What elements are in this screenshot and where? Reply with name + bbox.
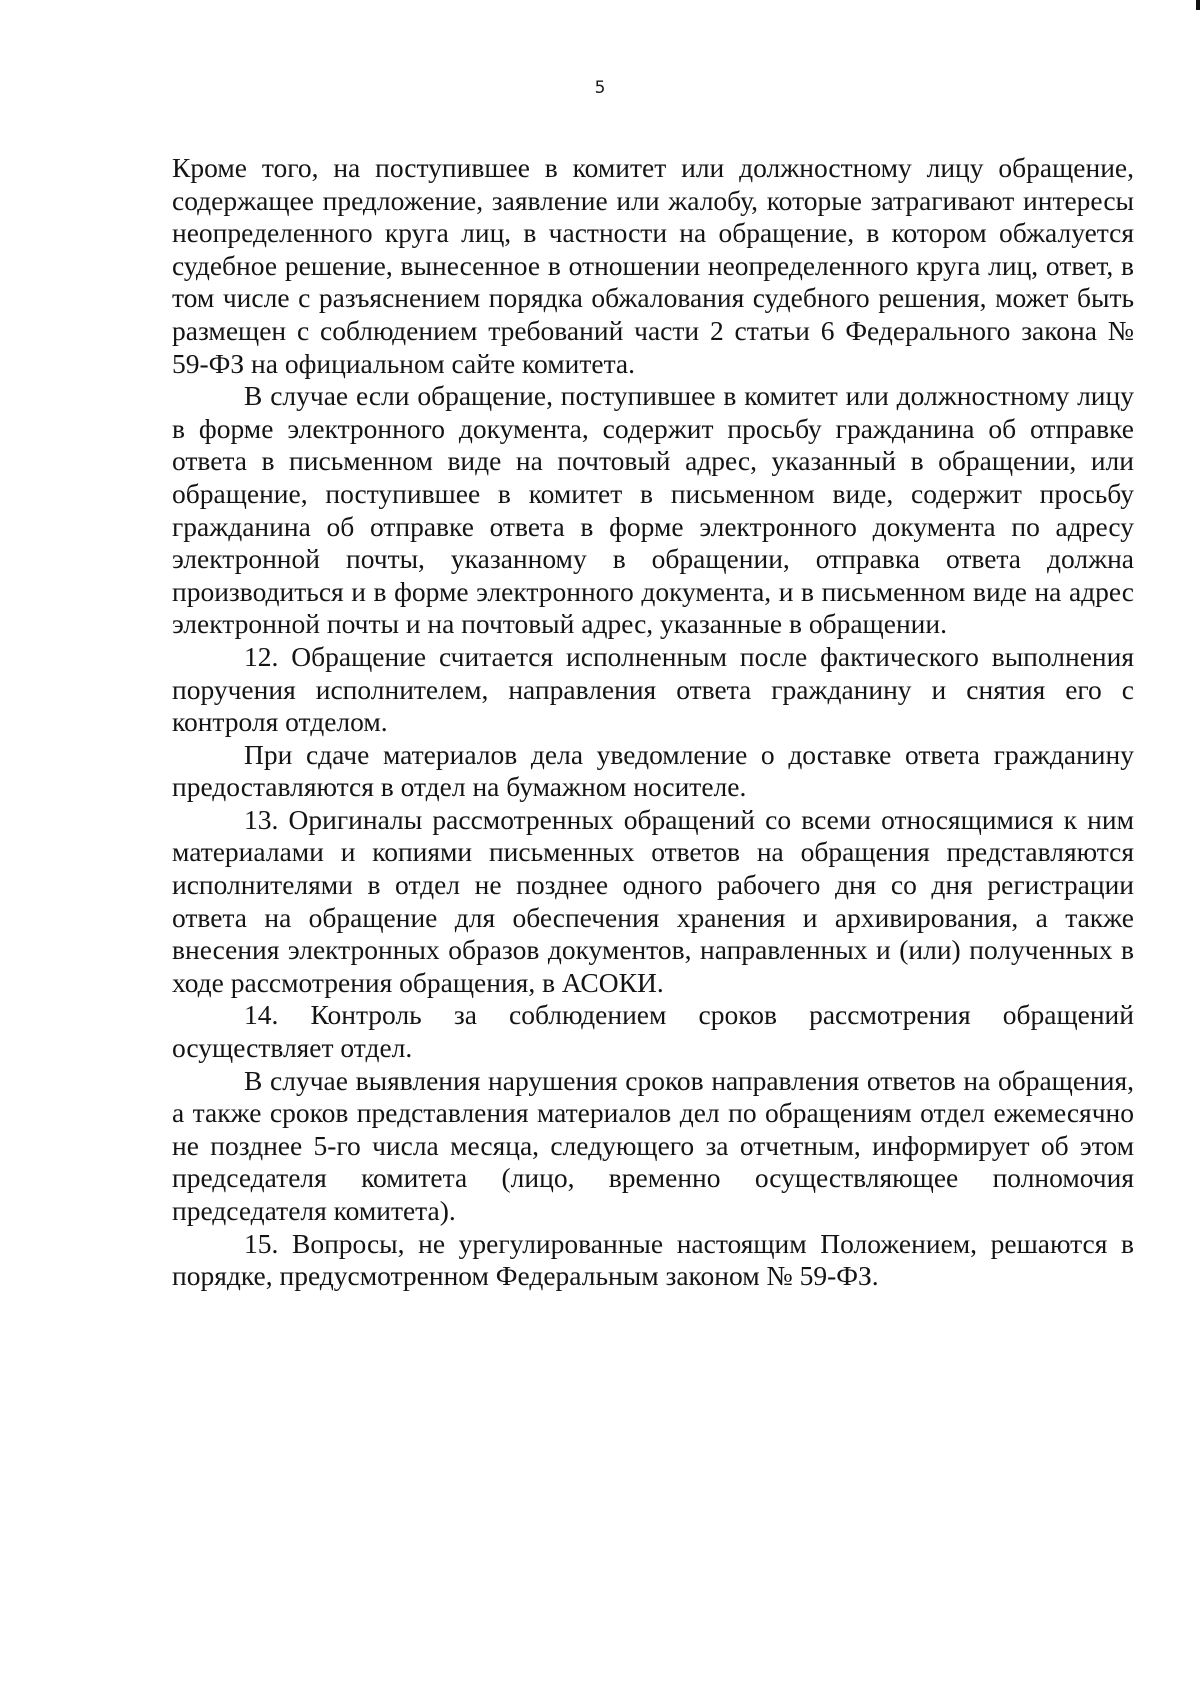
page-number: 5 [594, 78, 606, 98]
document-body [172, 152, 1134, 1293]
scan-edge-mark [1196, 0, 1200, 10]
paragraph-publication-on-site: Кроме того, на поступившее в комитет или должностному лицу обращение, содержащее предложение, заявление или жалобу, которые затрагивают интересы неопределенного круга лиц, в частности на обращение, в котором обжалуется судебное решение, вынесенное в отношении неопределенного круга лиц, ответ, в том числе с разъяснением порядка обжалования судебного решения, может быть размещен с соблюдением требований части 2 статьи 6 Федерального закона № 59-ФЗ на официальном сайте комитета. [172, 152, 1134, 379]
paragraph-item-15: 15. Вопросы, не урегулированные настоящим Положением, решаются в порядке, предусмотренном Федеральным законом № 59-ФЗ. [172, 1227, 1134, 1292]
paragraph-item-13: 13. Оригиналы рассмотренных обращений со всеми относящимися к ним материалами и копиями письменных ответов на обращения представляются исполнителями в отдел не позднее одного рабочего дня со дня регистрации ответа на обращение для обеспечения хранения и архивирования, а также внесения электронных образов документов, направленных и (или) полученных в ходе рассмотрения обращения, в АСОКИ. [172, 803, 1134, 998]
paragraph-item-14: 14. Контроль за соблюдением сроков рассмотрения обращений осуществляет отдел. [172, 999, 1134, 1064]
paragraph-deadline-violations: В случае выявления нарушения сроков направления ответов на обращения, а также сроков представления материалов дел по обращениям отдел ежемесячно не позднее 5-го числа месяца, следующего за отчетным, информирует об этом председателя комитета (лицо, временно осуществляющее полномочия председателя комитета). [172, 1064, 1134, 1226]
paragraph-item-12: 12. Обращение считается исполненным после фактического выполнения поручения исполнителем, направления ответа гражданину и снятия его с контроля отделом. [172, 640, 1134, 738]
paragraph-delivery-notice: При сдаче материалов дела уведомление о доставке ответа гражданину предоставляются в отдел на бумажном носителе. [172, 738, 1134, 803]
paragraph-electronic-response: В случае если обращение, поступившее в комитет или должностному лицу в форме электронного документа, содержит просьбу гражданина об отправке ответа в письменном виде на почтовый адрес, указанный в обращении, или обращение, поступившее в комитет в письменном виде, содержит просьбу гражданина об отправке ответа в форме электронного документа по адресу электронной почты, указанному в обращении, отправка ответа должна производиться и в форме электронного документа, и в письменном виде на адрес электронной почты и на почтовый адрес, указанные в обращении. [172, 380, 1134, 640]
